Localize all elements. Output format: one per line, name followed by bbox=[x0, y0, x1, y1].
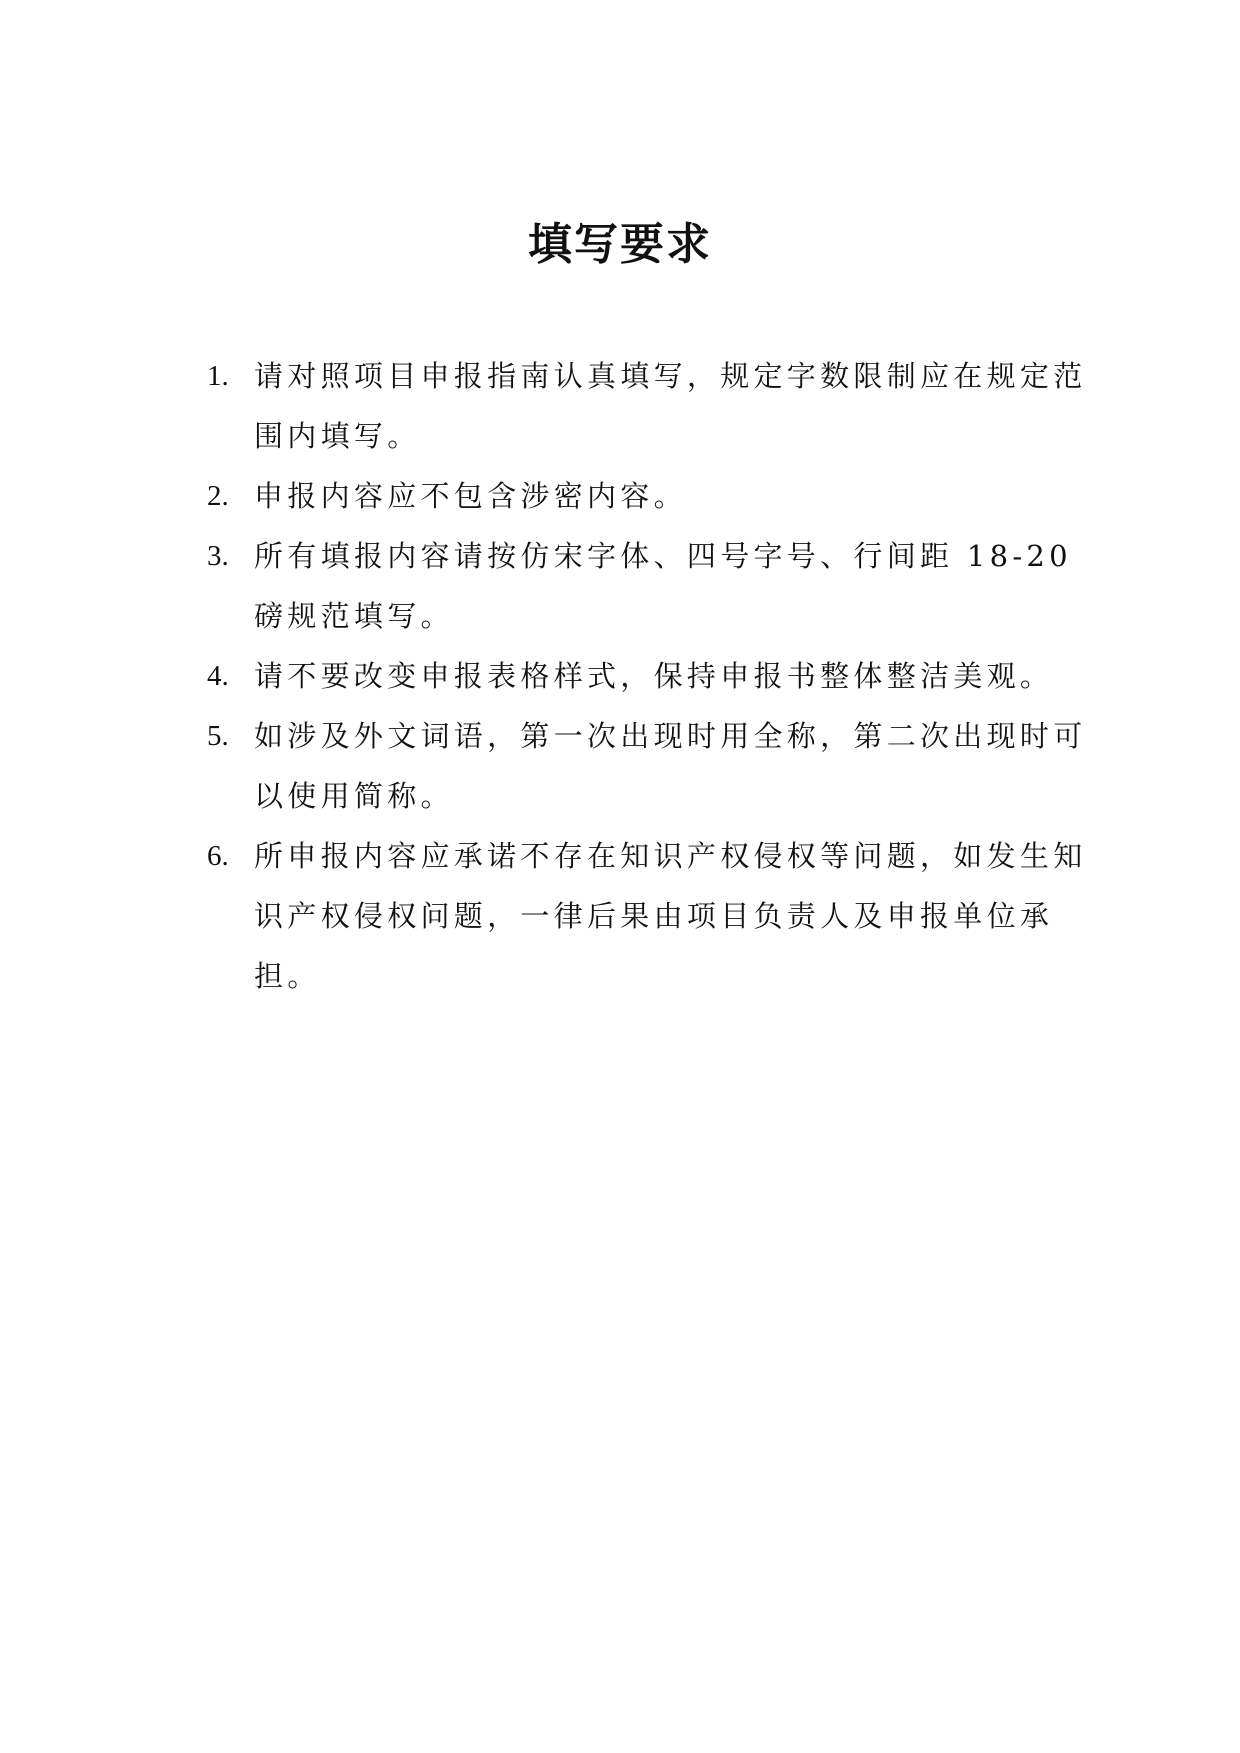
requirement-item-1 bbox=[207, 346, 1093, 466]
requirement-item-2 bbox=[207, 466, 1093, 526]
requirement-number: 5. bbox=[207, 720, 229, 752]
requirement-text: 请对照项目申报指南认真填写，规定字数限制应在规定范围内填写。 bbox=[254, 359, 1087, 453]
page-title: 填写要求 bbox=[528, 219, 712, 270]
requirement-number: 6. bbox=[207, 840, 229, 872]
requirement-item-6 bbox=[207, 826, 1093, 1006]
requirement-item-5 bbox=[207, 706, 1093, 826]
requirement-number: 2. bbox=[207, 480, 229, 512]
requirement-number: 4. bbox=[207, 660, 229, 692]
requirement-number: 1. bbox=[207, 360, 229, 392]
requirements-list bbox=[207, 346, 1093, 1006]
requirement-text: 请不要改变申报表格样式，保持申报书整体整洁美观。 bbox=[254, 659, 1054, 693]
requirement-text: 所有填报内容请按仿宋字体、四号字号、行间距 18-20 磅规范填写。 bbox=[254, 539, 1072, 633]
requirement-item-4 bbox=[207, 646, 1093, 706]
requirement-number: 3. bbox=[207, 540, 229, 572]
requirement-text: 申报内容应不包含涉密内容。 bbox=[254, 479, 687, 513]
requirement-text: 所申报内容应承诺不存在知识产权侵权等问题，如发生知识产权侵权问题，一律后果由项目负责人及申报单位承担。 bbox=[254, 839, 1087, 993]
requirement-text: 如涉及外文词语，第一次出现时用全称，第二次出现时可以使用简称。 bbox=[254, 719, 1087, 813]
requirement-item-3 bbox=[207, 526, 1093, 646]
